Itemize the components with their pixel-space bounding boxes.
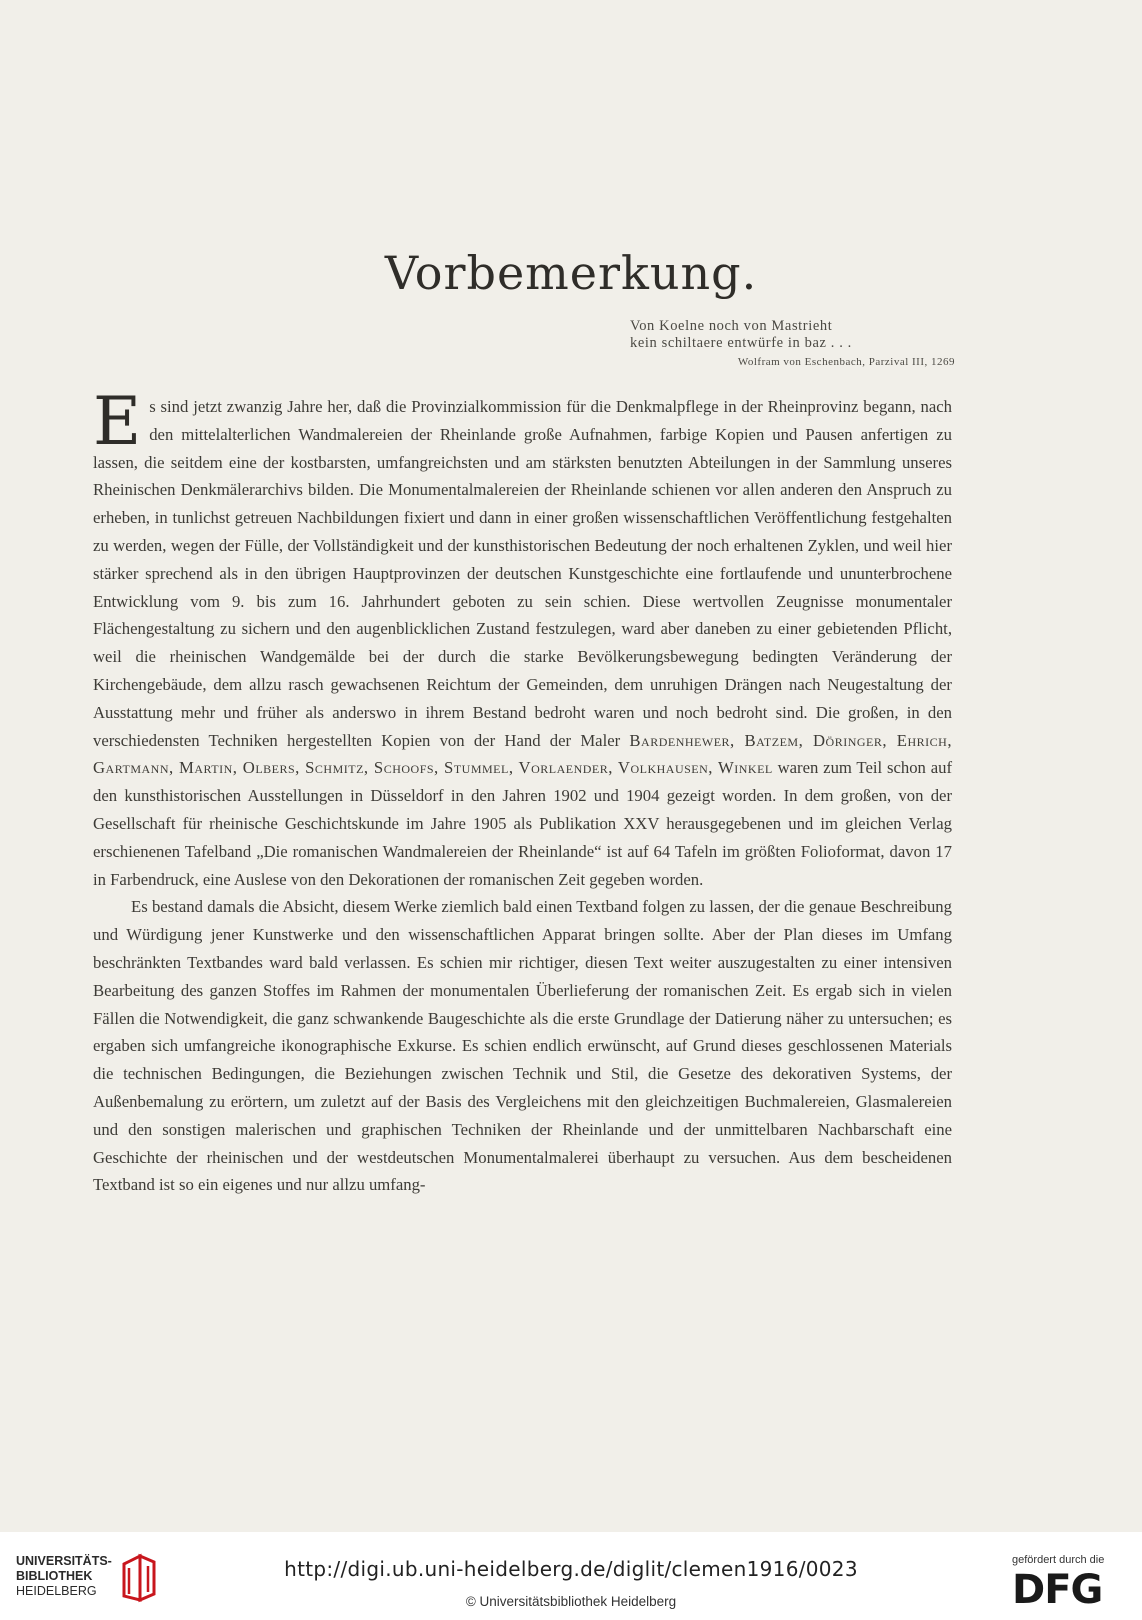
paragraph-1-text-a: s sind jetzt zwanzig Jahre her, daß die Provinzialkommission für die Denkmalpflege in der Rheinprovinz begann, nach den mittelalterlichen Wandmalereien der Rheinlande große Aufnahmen, farbige Kopien und Pausen anfertigen zu lassen, die seitdem eine der kostbarsten, umfangreichsten und am stärksten benutzten Abteilungen in der Sammlung unseres Rheinischen Denkmälerarchivs bilden. Die Monumentalmalereien der Rheinlande schienen vor allen anderen den Anspruch zu erheben, in tunlichst getreuen Nachbildungen fixiert und dann in einer großen wissenschaftlichen Veröffentlichung festgehalten zu werden, wegen der Fülle, der Vollständigkeit und der kunsthistorischen Bedeutung der noch erhaltenen Zyklen, und weil hier stärker sprechend als in den übrigen Hauptprovinzen der deutschen Kunstgeschichte eine fortlaufende und ununterbrochene Entwicklung vom 9. bis zum 16. Jahrhundert geboten zu sein schien. Diese wertvollen Zeugnisse monumentaler Flächengestaltung zu sichern und den augenblicklichen Zustand festzulegen, ward aber daneben zu einer gebietenden Pflicht, weil die rheinischen Wandgemälde bei der durch die starke Bevölkerungsbewegung bedingten Veränderung der Kirchengebäude, dem allzu rasch gewachsenen Reichtum der Gemeinden, dem unruhigen Drängen nach Neugestaltung der Ausstattung mehr und früher als anderswo in ihrem Bestand bedroht waren und noch bedroht sind. Die großen, in den verschiedensten Techniken hergestellten Kopien von der Hand der Maler bbox=[93, 397, 952, 750]
epigraph-line-2: kein schiltaere entwürfe in baz . . . bbox=[630, 335, 852, 351]
permalink-url[interactable]: http://digi.ub.uni-heidelberg.de/diglit/clemen1916/0023 bbox=[284, 1557, 858, 1581]
dfg-logo[interactable]: DFG bbox=[1012, 1567, 1103, 1613]
funded-by-label: gefördert durch die bbox=[1012, 1554, 1105, 1566]
epigraph-citation: Wolfram von Eschenbach, Parzival III, 1269 bbox=[737, 356, 955, 368]
digitization-footer bbox=[0, 1532, 1142, 1620]
drop-cap: E bbox=[93, 383, 142, 460]
body-text bbox=[93, 383, 953, 1199]
epigraph bbox=[560, 318, 955, 371]
library-name-line-3: HEIDELBERG bbox=[16, 1584, 97, 1598]
epigraph-line-1: Von Koelne noch von Mastrieht bbox=[630, 318, 833, 334]
paragraph-1 bbox=[93, 383, 953, 893]
copyright-notice: © Universitätsbibliothek Heidelberg bbox=[465, 1594, 677, 1609]
painter-names: Bardenhewer, Batzem, Döringer, Ehrich, Gartmann, Martin, Olbers, Schmitz, Schoofs, Stummel, Vorlaender, Volkhausen, Winkel bbox=[93, 730, 952, 778]
paragraph-2: Es bestand damals die Absicht, diesem Werke ziemlich bald einen Textband folgen zu lassen, der die genaue Beschreibung und Würdigung jener Kunstwerke und den wissenschaftlichen Apparat bringen sollte. Aber der Plan dieses im Umfang beschränkten Textbandes ward bald verlassen. Es schien mir richtiger, diesen Text weiter auszugestalten zu einer intensiven Bearbeitung des ganzen Stoffes im Rahmen der monumentalen Überlieferung der romanischen Zeit. Es ergab sich in vielen Fällen die Notwendigkeit, die ganz schwankende Baugeschichte als die erste Grundlage der Datierung näher zu untersuchen; es ergaben sich umfangreiche ikonographische Exkurse. Es schien endlich erwünscht, auf Grund dieses geschlossenen Materials die technischen Bedingungen, die Beziehungen zwischen Technik und Stil, die Gesetze des dekorativen Systems, der Außenbemalung zu erörtern, um zuletzt auf der Basis des Vergleichens mit den gleichzeitigen Buchmalereien, Glasmalereien und den sonstigen malerischen und graphischen Techniken der Rheinlande und der unmittelbaren Nachbarschaft eine Geschichte der rheinischen und der westdeutschen Monumentalmalerei überhaupt zu versuchen. Aus dem bescheidenen Textband ist so ein eigenes und nur allzu umfang- bbox=[93, 897, 952, 1195]
page-title: Vorbemerkung. bbox=[384, 246, 758, 300]
library-name-line-2: BIBLIOTHEK bbox=[16, 1569, 93, 1583]
library-name-line-1: UNIVERSITÄTS- bbox=[16, 1554, 112, 1568]
paragraph-1-text-b: waren zum Teil schon auf den kunsthistorischen Ausstellungen in Düsseldorf in den Jahren 1902 und 1904 gezeigt worden. In dem großen, von der Gesellschaft für rheinische Geschichtskunde im Jahre 1905 als Publikation XXV herausgegebenen und im gleichen Verlag erschienenen Tafelband „Die romanischen Wandmalereien der Rheinlande“ ist auf 64 Tafeln im größten Folioformat, davon 17 in Farbendruck, eine Auslese von den Dekorationen der romanischen Zeit gegeben worden. bbox=[93, 758, 953, 889]
